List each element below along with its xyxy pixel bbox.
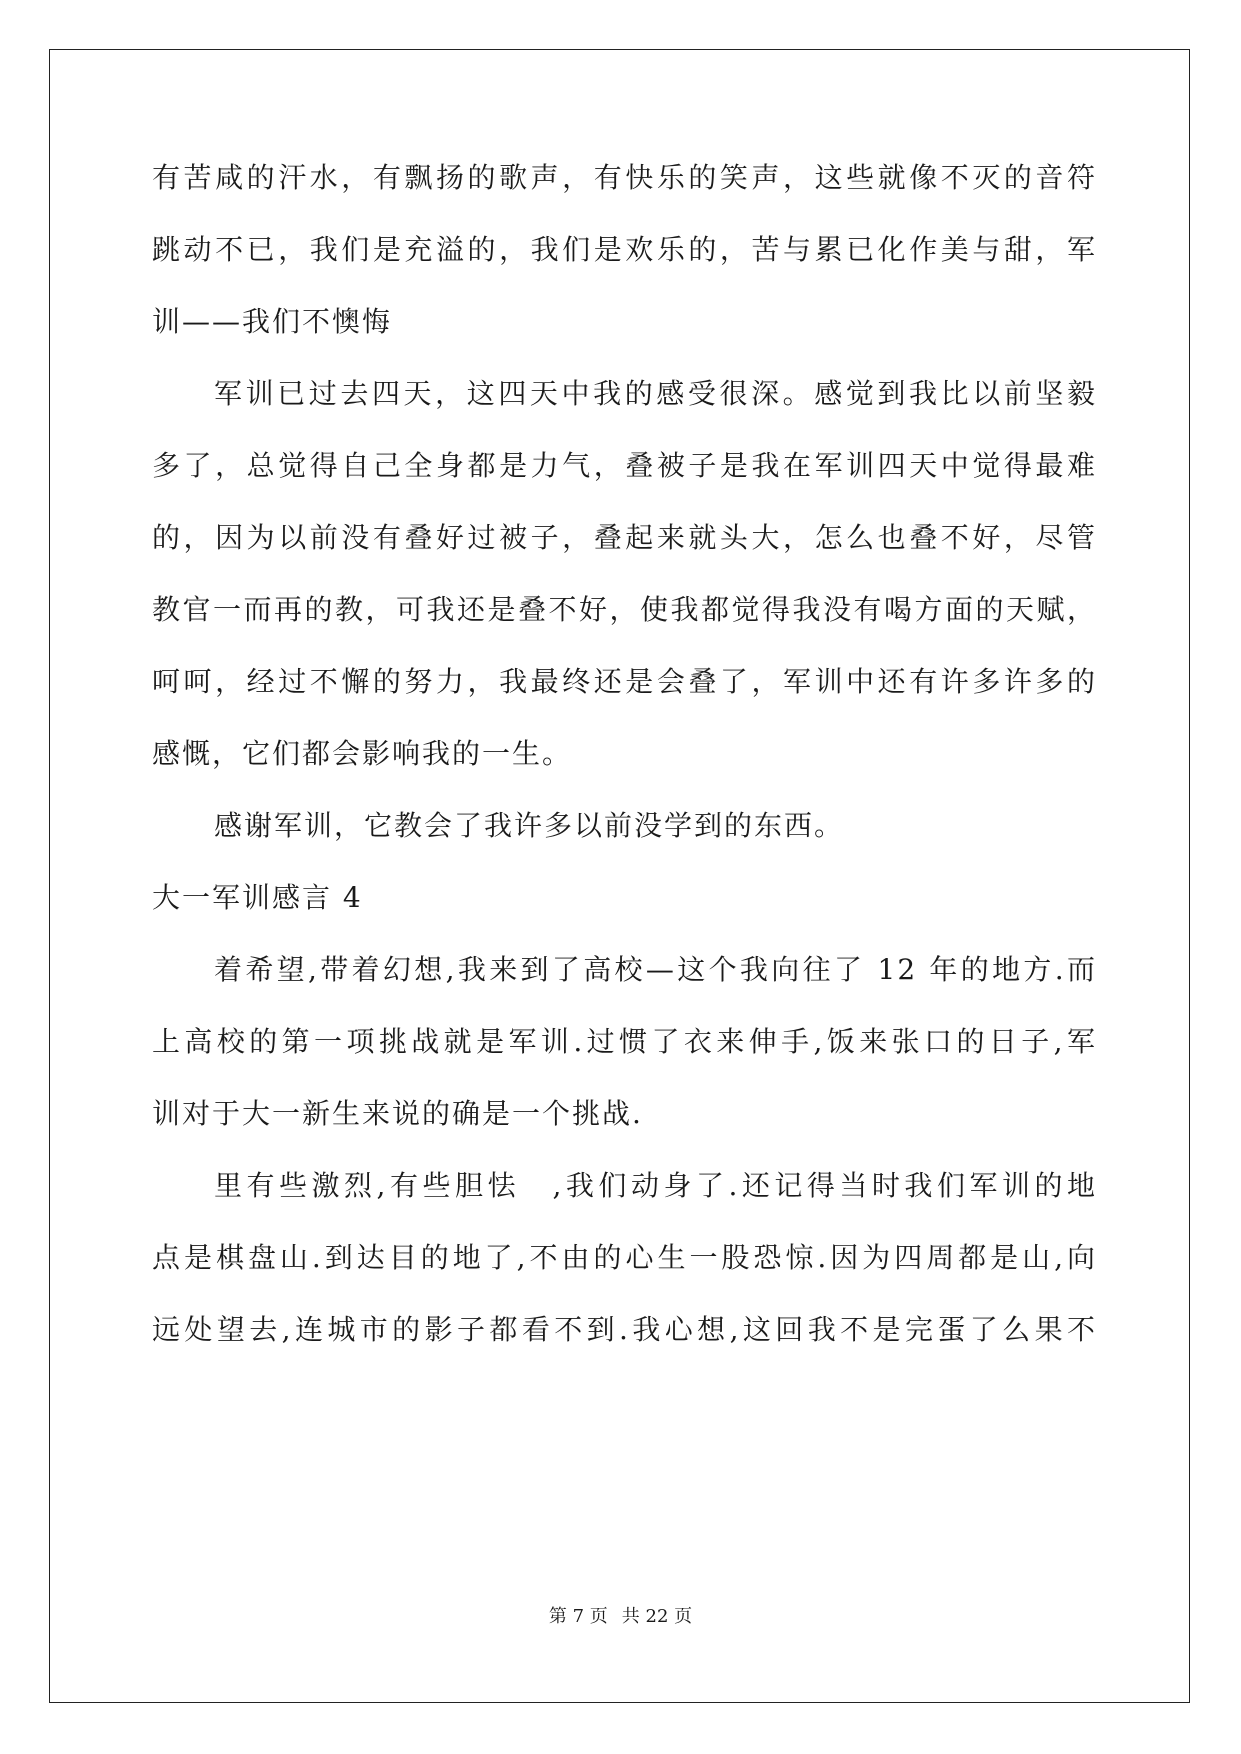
text-line: 教官一而再的教，可我还是叠不好，使我都觉得我没有喝方面的天赋， (152, 593, 1097, 626)
text-line: 训——我们不懊悔 (152, 305, 393, 338)
text-line: 点是棋盘山.到达目的地了,不由的心生一股恐惊.因为四周都是山,向 (152, 1241, 1097, 1274)
text-line: 训对于大一新生来说的确是一个挑战. (152, 1097, 643, 1130)
text-line: 有苦咸的汗水，有飘扬的歌声，有快乐的笑声，这些就像不灭的音符 (152, 161, 1097, 194)
paragraph-start-line: 着希望,带着幻想,我来到了高校—这个我向往了 12 年的地方.而 (214, 953, 1097, 986)
text-line: 跳动不已，我们是充溢的，我们是欢乐的，苦与累已化作美与甜，军 (152, 233, 1097, 266)
section-heading: 大一军训感言 4 (152, 881, 363, 914)
text-line: 感慨，它们都会影响我的一生。 (152, 737, 573, 770)
text-line: 远处望去,连城市的影子都看不到.我心想,这回我不是完蛋了么果不 (152, 1313, 1097, 1346)
page-number: 第 7 页 (548, 1606, 608, 1627)
text-line: 多了，总觉得自己全身都是力气，叠被子是我在军训四天中觉得最难 (152, 449, 1097, 482)
text-line: 的，因为以前没有叠好过被子，叠起来就头大，怎么也叠不好，尽管 (152, 521, 1097, 554)
page-footer (0, 1605, 1241, 1629)
text-line: 上高校的第一项挑战就是军训.过惯了衣来伸手,饭来张口的日子,军 (152, 1025, 1097, 1058)
paragraph-start-line: 里有些激烈,有些胆怯 ,我们动身了.还记得当时我们军训的地 (214, 1169, 1097, 1202)
paragraph-start-line: 军训已过去四天，这四天中我的感受很深。感觉到我比以前坚毅 (214, 377, 1097, 410)
paragraph-start-line: 感谢军训，它教会了我许多以前没学到的东西。 (214, 809, 845, 842)
page-border (49, 49, 1190, 1703)
text-line: 呵呵，经过不懈的努力，我最终还是会叠了，军训中还有许多许多的 (152, 665, 1097, 698)
page-total: 共 22 页 (621, 1606, 693, 1627)
